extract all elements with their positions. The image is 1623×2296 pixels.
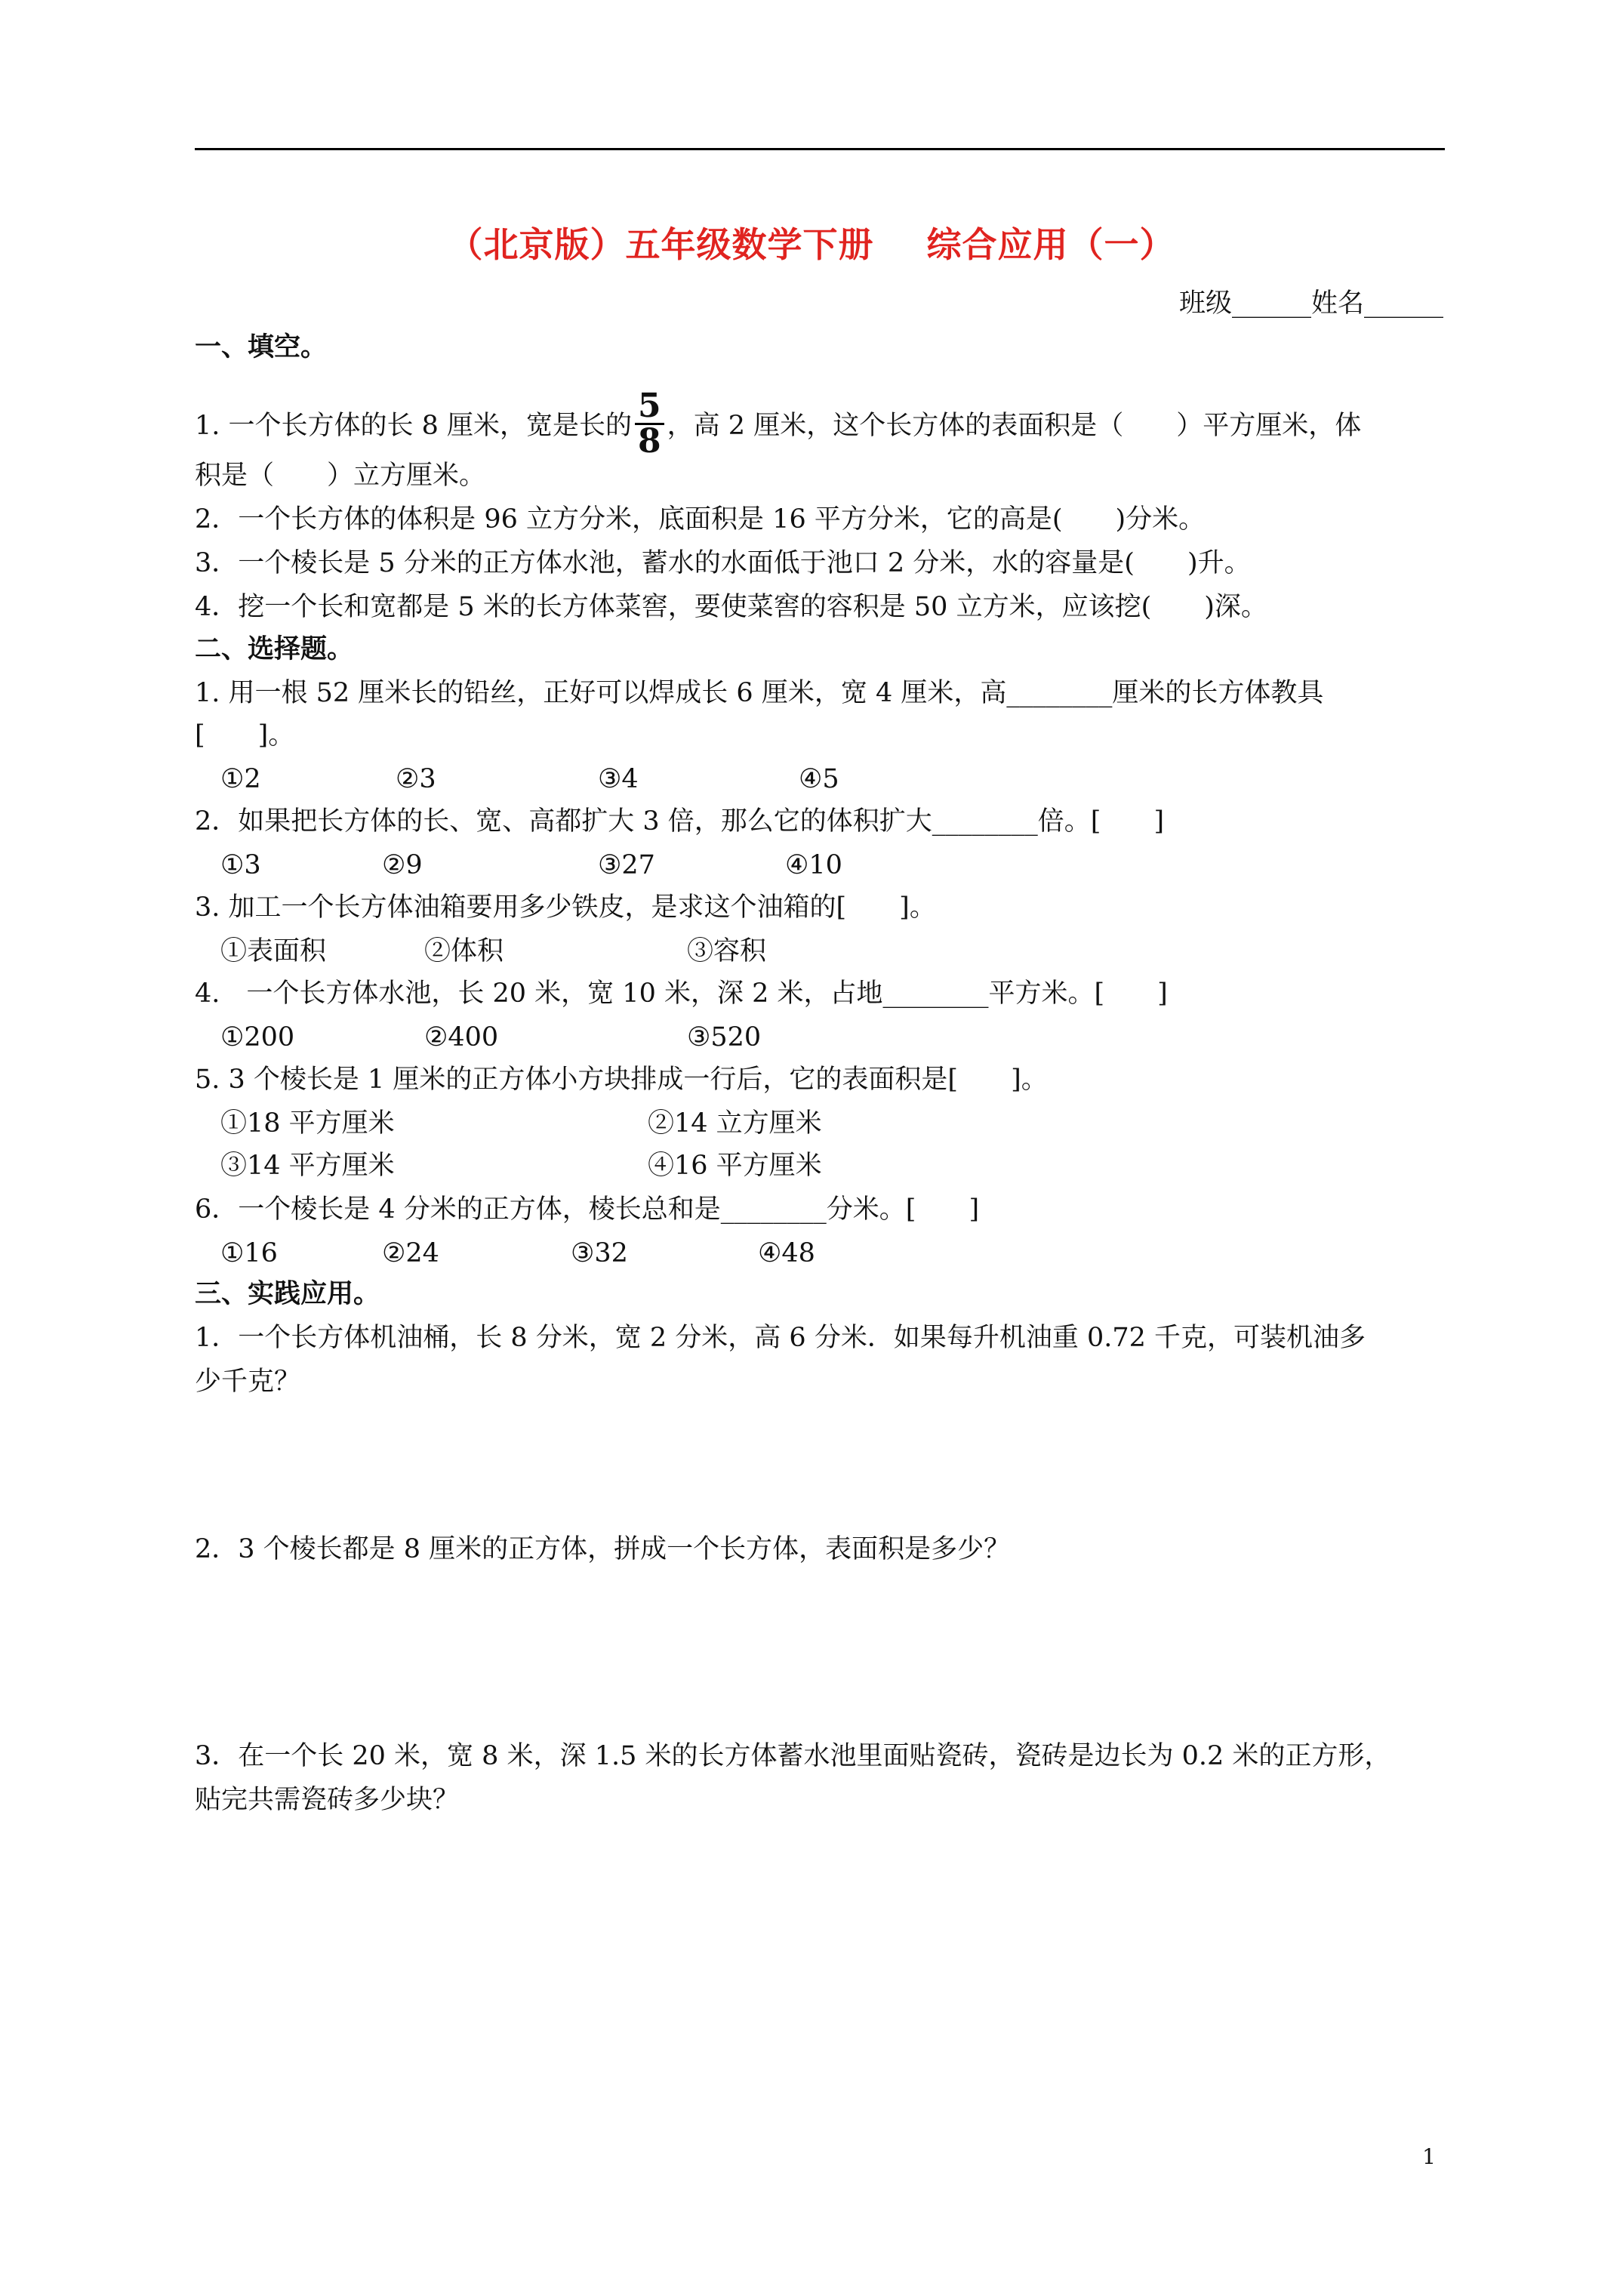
title-part2: 综合应用（一） [926,224,1175,265]
s2-q3: 3. 加工一个长方体油箱要用多少铁皮，是求这个油箱的[ ]。 [195,892,936,923]
s2-q1-option: ③4 [598,764,639,794]
s2-q4: 4. 一个长方体水池，长 20 米，宽 10 米，深 2 米，占地________平方米。[ ] [195,978,1168,1009]
s2-q6-option: ①16 [220,1238,278,1268]
s3-q2: 2．3 个棱长都是 8 厘米的正方体，拼成一个长方体，表面积是多少？ [195,1534,1011,1564]
s2-q4-option: ③520 [687,1022,762,1052]
s2-q1-option: ②3 [396,764,436,794]
s2-q5-option: ③14 平方厘米 [220,1151,395,1181]
s3-q1-line2: 少千克？ [195,1367,301,1397]
page-number: 1 [1422,2144,1436,2169]
s1-q3: 3．一个棱长是 5 分米的正方体水池，蓄水的水面低于池口 2 分米，水的容量是( )升。 [195,548,1251,578]
s2-q5-option: ①18 平方厘米 [220,1108,395,1139]
s2-q3-option: ①表面积 [220,936,327,966]
s2-q1-line2: [ ]。 [195,720,295,750]
s2-q6-option: ③32 [571,1238,628,1268]
class-name-field: 班级______姓名______ [1178,288,1443,319]
section3-heading: 三、实践应用。 [195,1278,380,1309]
header-rule [195,148,1445,150]
s1-q1-text-a: 1. 一个长方体的长 8 厘米，宽是长的 [195,411,633,441]
section1-heading: 一、填空。 [195,331,328,362]
s1-q4: 4．挖一个长和宽都是 5 米的长方体菜窖，要使菜窖的容积是 50 立方米，应该挖( )深。 [195,592,1267,622]
fraction [635,387,664,461]
s3-q3-line1: 3．在一个长 20 米，宽 8 米，深 1.5 米的长方体蓄水池里面贴瓷砖，瓷砖是边长为 0.2 米的正方形， [195,1741,1391,1771]
s2-q2-option: ①3 [220,850,261,880]
s1-q1-text-b: ，高 2 厘米，这个长方体的表面积是（ ）平方厘米，体 [667,411,1362,441]
s2-q4-option: ②400 [424,1022,499,1052]
s2-q4-option: ①200 [220,1022,295,1052]
title-part1: （北京版）五年级数学下册 [448,224,874,265]
s2-q5-option: ④16 平方厘米 [648,1151,822,1181]
s2-q6: 6．一个棱长是 4 分米的正方体，棱长总和是________分米。[ ] [195,1194,980,1225]
s1-q2: 2．一个长方体的体积是 96 立方分米，底面积是 16 平方分米，它的高是( )分米。 [195,504,1206,535]
s2-q1-option: ①2 [220,764,261,794]
s2-q2-option: ③27 [598,850,655,880]
page-title [0,217,1623,267]
section2-heading: 二、选择题。 [195,633,354,664]
s2-q1-option: ④5 [799,764,839,794]
s2-q2-option: ②9 [382,850,423,880]
s2-q3-option: ③容积 [687,936,767,966]
s2-q5-option: ②14 立方厘米 [648,1108,822,1139]
s2-q2-option: ④10 [785,850,842,880]
s1-q1-line2: 积是（ ）立方厘米。 [195,461,486,491]
fraction-denominator: 8 [638,422,661,461]
s2-q2: 2．如果把长方体的长、宽、高都扩大 3 倍，那么它的体积扩大________倍。[ ] [195,806,1165,837]
s2-q1-line1: 1. 用一根 52 厘米长的铅丝，正好可以焊成长 6 厘米，宽 4 厘米，高________厘米的长方体教具 [195,678,1324,708]
s2-q6-option: ④48 [758,1238,815,1268]
s2-q5: 5. 3 个棱长是 1 厘米的正方体小方块排成一行后，它的表面积是[ ]。 [195,1065,1048,1095]
s1-q1-line1 [195,387,1362,461]
s3-q3-line2: 贴完共需瓷砖多少块？ [195,1785,460,1815]
s2-q3-option: ②体积 [424,936,504,966]
s3-q1-line1: 1．一个长方体机油桶，长 8 分米，宽 2 分米，高 6 分米．如果每升机油重 0.72 千克，可装机油多 [195,1323,1366,1353]
s2-q6-option: ②24 [382,1238,439,1268]
fraction-numerator: 5 [635,390,664,425]
